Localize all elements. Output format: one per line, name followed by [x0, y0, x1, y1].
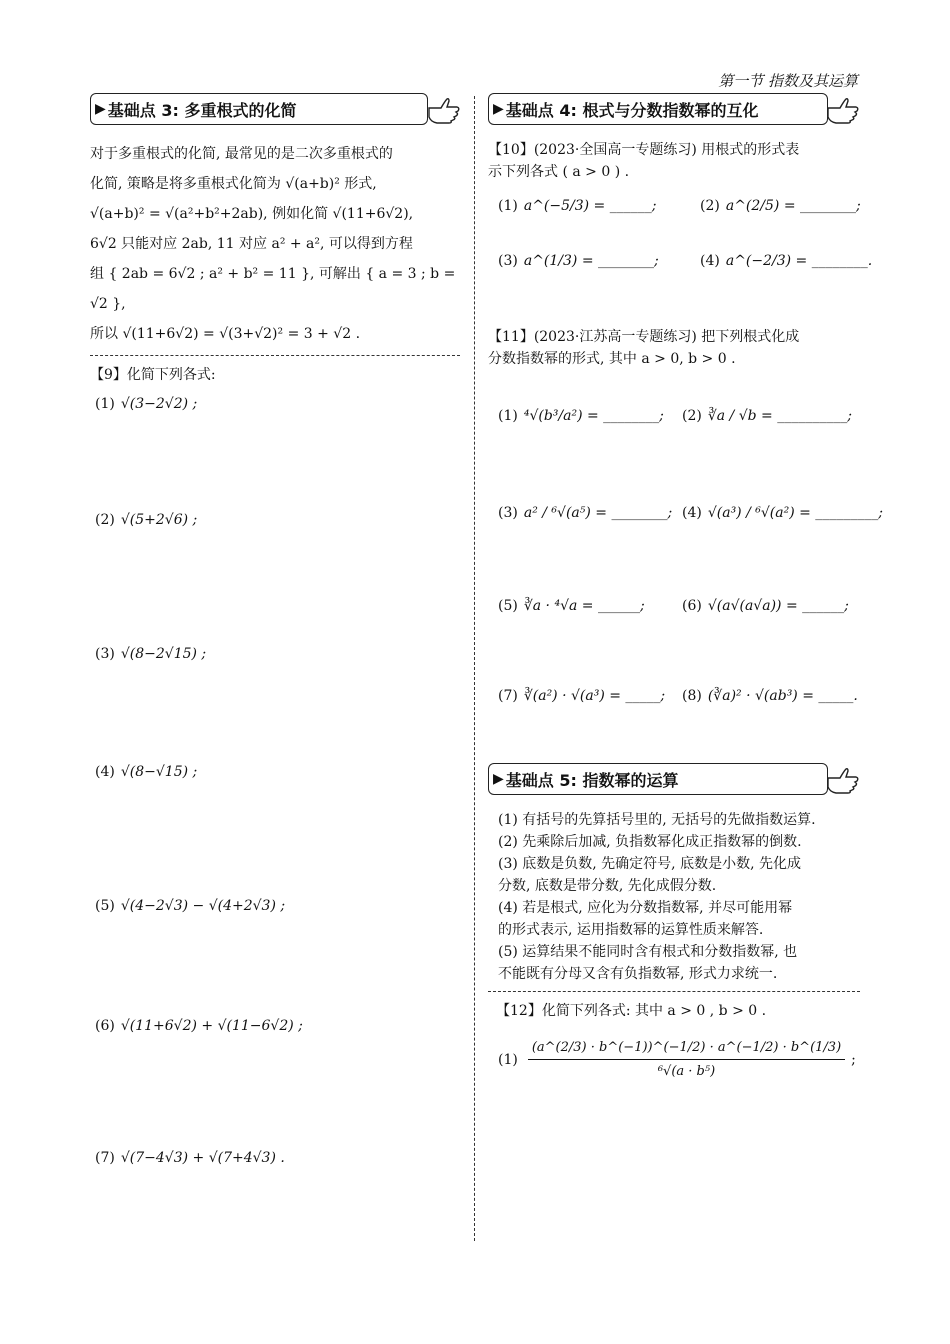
fraction-numerator: (a^(2/3) · b^(−1))^(−1/2) · a^(−1/2) · b^(1/3) — [531, 1040, 842, 1055]
right-column — [488, 93, 860, 183]
pointing-hand-icon — [427, 95, 461, 125]
rules-list — [488, 809, 860, 985]
intro-line: 6√2 只能对应 2ab, 11 对应 a² + a², 可以得到方程 — [90, 236, 413, 252]
q11-item-5: (5) ∛a · ⁴√a = ______; — [498, 598, 645, 614]
q10-item-3: (3) a^(1/3) = ________; — [498, 253, 659, 269]
pointing-hand-icon — [826, 95, 860, 125]
banner-title: 基础点 5: 指数幂的运算 — [505, 770, 679, 790]
banner-title: 基础点 4: 根式与分数指数幂的互化 — [505, 100, 759, 120]
arrow-icon: ▶ — [493, 101, 504, 117]
rule-line: 的形式表示, 运用指数幂的运算性质来解答. — [498, 922, 764, 938]
rule-line: (1) 有括号的先算括号里的, 无括号的先做指数运算. — [498, 812, 816, 828]
banner-title: 基础点 3: 多重根式的化简 — [107, 100, 297, 120]
question-10-title: 【10】(2023·全国高一专题练习) 用根式的形式表 示下列各式 ( a > 0 ) . — [488, 142, 800, 180]
q9-item-7: (7) √(7−4√3) + √(7+4√3) . — [95, 1150, 285, 1166]
column-divider — [474, 96, 475, 1241]
q9-item-1: (1) √(3−2√2) ; — [95, 396, 198, 412]
fraction-denominator: ⁶√(a · b⁵) — [657, 1064, 716, 1079]
intro-line: 组 { 2ab = 6√2 ; a² + b² = 11 }, 可解出 { a = 3 ; b = √2 }, — [90, 266, 456, 312]
q11-item-4: (4) √(a³) / ⁶√(a²) = _________; — [682, 505, 884, 521]
dashed-separator — [488, 991, 860, 992]
q11-item-8: (8) (∛a)² · √(ab³) = _____. — [682, 688, 858, 704]
intro-line: 化简, 策略是将多重根式化简为 √(a+b)² 形式, — [90, 176, 377, 192]
q9-item-6: (6) √(11+6√2) + √(11−6√2) ; — [95, 1018, 303, 1034]
fraction — [528, 1040, 845, 1079]
pointing-hand-icon — [826, 765, 860, 795]
banner-point-5 — [488, 763, 860, 797]
q10-item-1: (1) a^(−5/3) = ______; — [498, 198, 657, 214]
rule-line: 分数, 底数是带分数, 先化成假分数. — [498, 878, 717, 894]
intro-line: 所以 √(11+6√2) = √(3+√2)² = 3 + √2 . — [90, 326, 361, 342]
question-11-title: 【11】(2023·江苏高一专题练习) 把下列根式化成 分数指数幂的形式, 其中 a > 0, b > 0 . — [488, 329, 800, 367]
rule-line: (2) 先乘除后加减, 负指数幂化成正指数幂的倒数. — [498, 834, 802, 850]
intro-line: 对于多重根式的化简, 最常见的是二次多重根式的 — [90, 146, 393, 162]
point-5-block — [488, 763, 860, 1022]
rule-line: (5) 运算结果不能同时含有根式和分数指数幂, 也 — [498, 944, 798, 960]
q9-item-4: (4) √(8−√15) ; — [95, 764, 198, 780]
intro-text — [90, 139, 460, 349]
dashed-separator — [90, 355, 460, 356]
intro-line: √(a+b)² = √(a²+b²+2ab), 例如化简 √(11+6√2), — [90, 206, 414, 222]
rule-line: 不能既有分母又含有负指数幂, 形式力求统一. — [498, 966, 778, 982]
q10-item-4: (4) a^(−2/3) = ________. — [700, 253, 873, 269]
rule-line: (4) 若是根式, 应化为分数指数幂, 并尽可能用幂 — [498, 900, 793, 916]
section-header: 第一节 指数及其运算 — [718, 72, 858, 90]
arrow-icon: ▶ — [493, 771, 504, 787]
arrow-icon: ▶ — [95, 101, 106, 117]
q11-item-3: (3) a² / ⁶√(a⁵) = ________; — [498, 505, 673, 521]
q9-item-2: (2) √(5+2√6) ; — [95, 512, 198, 528]
question-12-title: 【12】化简下列各式: 其中 a > 0 , b > 0 . — [496, 1003, 767, 1019]
q9-item-3: (3) √(8−2√15) ; — [95, 646, 207, 662]
q11-item-2: (2) ∛a / √b = __________; — [682, 408, 852, 424]
rule-line: (3) 底数是负数, 先确定符号, 底数是小数, 先化成 — [498, 856, 801, 872]
q10-item-2: (2) a^(2/5) = ________; — [700, 198, 861, 214]
q11-item-6: (6) √(a√(a√a)) = ______; — [682, 598, 849, 614]
question-9-title: 【9】化简下列各式: — [90, 367, 216, 383]
q9-item-5: (5) √(4−2√3) − √(4+2√3) ; — [95, 898, 286, 914]
banner-point-4 — [488, 93, 860, 127]
q11-item-1: (1) ⁴√(b³/a²) = ________; — [498, 408, 664, 424]
q12-item-1: (1) (a^(2/3) · b^(−1))^(−1/2) · a^(−1/2) · b^(1/3) ⁶√(a · b⁵) ; — [498, 1040, 856, 1079]
banner-point-3 — [90, 93, 460, 127]
left-column — [90, 93, 460, 386]
q11-item-7: (7) ∛(a²) · √(a³) = _____; — [498, 688, 666, 704]
